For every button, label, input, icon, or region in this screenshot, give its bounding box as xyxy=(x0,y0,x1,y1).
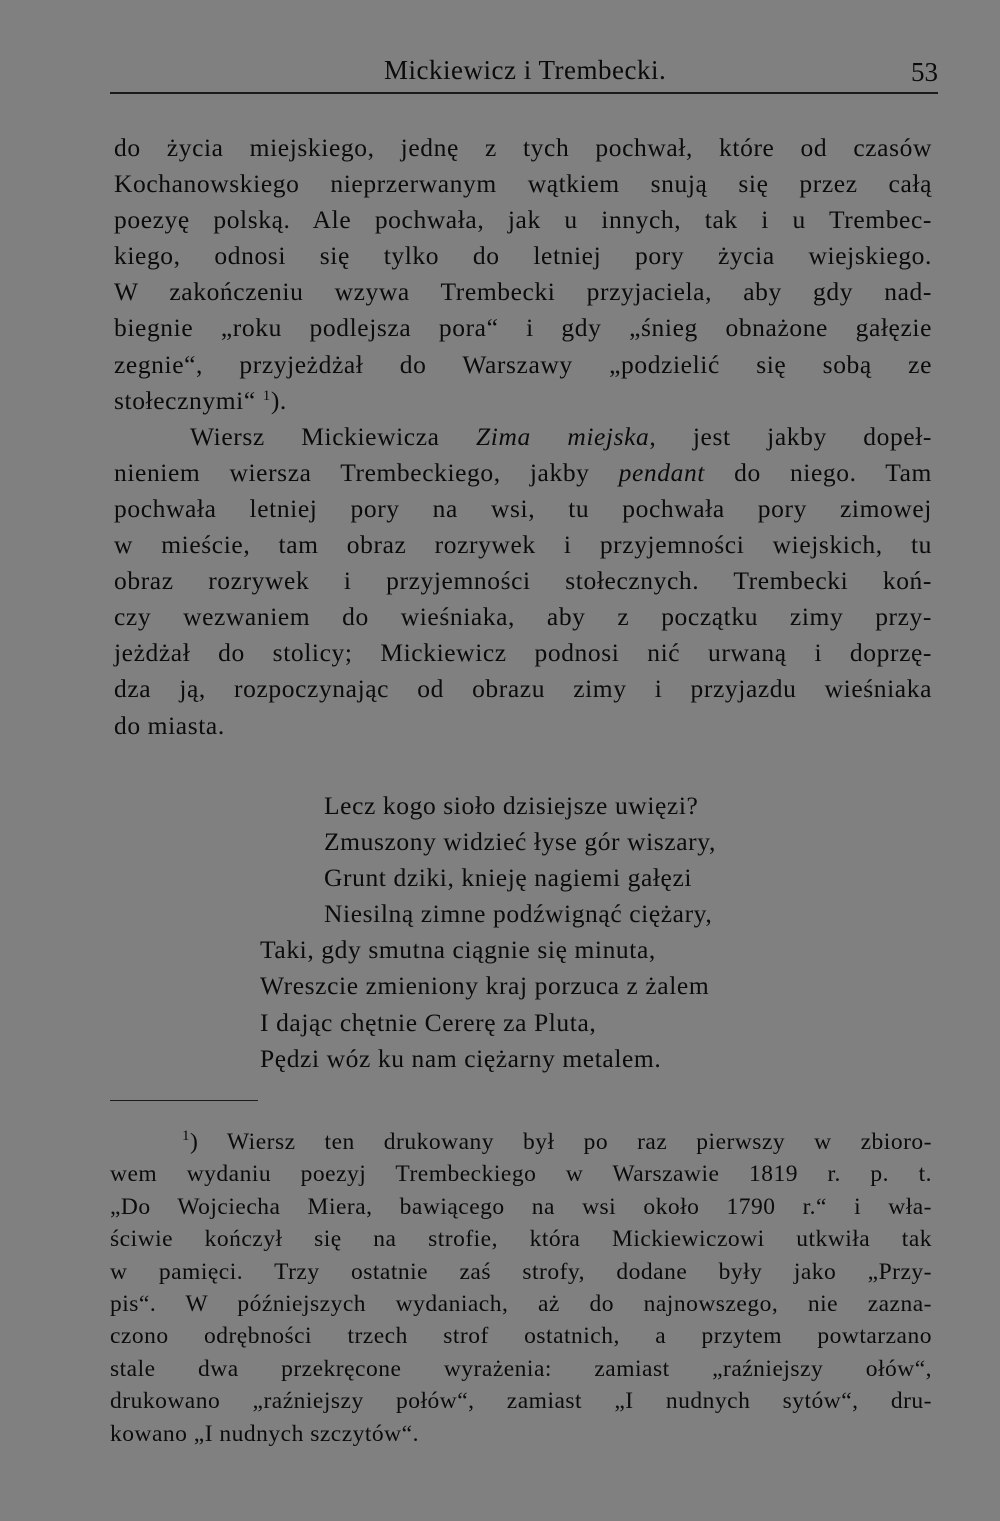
verse-line: Grunt dziki, knieję nagiemi gałęzi xyxy=(324,863,693,893)
footnote-line: wem wydaniu poezyj Trembeckiego w Warszawie 1819 r. p. t. xyxy=(110,1161,932,1188)
text-line xyxy=(114,383,932,419)
text-line: dza ją, rozpoczynając od obrazu zimy i przyjazdu wieśniaka xyxy=(114,674,932,704)
verse-line: Taki, gdy smutna ciągnie się minuta, xyxy=(260,935,656,965)
footnote-marker: 1 xyxy=(182,1128,190,1144)
footnote-line: „Do Wojciecha Miera, bawiącego na wsi około 1790 r.“ i wła- xyxy=(110,1193,932,1220)
running-title: Mickiewicz i Trembecki. xyxy=(384,55,667,85)
text-segment: stołecznymi“ xyxy=(114,385,263,415)
verse-line: Zmuszony widzieć łyse gór wiszary, xyxy=(324,827,716,857)
italic-word: pendant xyxy=(618,457,705,487)
text-line: poezyę polską. Ale pochwała, jak u innych, tak i u Trembec- xyxy=(114,205,932,235)
text-segment: ) Wiersz ten drukowany był po raz pierwszy w zbioro- xyxy=(190,1129,932,1155)
text-segment: do niego. Tam xyxy=(705,457,932,487)
text-line: Kochanowskiego nieprzerwanym wątkiem snują się przez całą xyxy=(114,169,932,199)
text-line: pochwała letniej pory na wsi, tu pochwała pory zimowej xyxy=(114,493,932,523)
footnote-line: ściwie kończył się na strofie, która Mickiewiczowi utkwiła tak xyxy=(110,1226,932,1253)
text-line xyxy=(114,419,932,455)
text-segment: nieniem wiersza Trembeckiego, jakby xyxy=(114,457,619,487)
verse-line: Wreszcie zmieniony kraj porzuca z żalem xyxy=(260,971,710,1001)
footnote-line: stale dwa przekręcone wyrażenia: zamiast „raźniejszy ołów“, xyxy=(110,1355,932,1382)
text-segment: Wiersz Mickiewicza xyxy=(190,421,477,451)
text-line: kiego, odnosi się tylko do letniej pory życia wiejskiego. xyxy=(114,241,932,271)
text-segment: ). xyxy=(270,385,287,415)
page-number: 53 xyxy=(911,57,938,87)
text-line: czy wezwaniem do wieśniaka, aby z początku zimy przy- xyxy=(114,602,932,632)
text-segment: , jest jakby dopeł- xyxy=(649,421,933,451)
text-line: do życia miejskiego, jednę z tych pochwał, które od czasów xyxy=(114,133,932,162)
text-line: biegnie „roku podlejsza pora“ i gdy „śnieg obnażone gałęzie xyxy=(114,313,932,343)
text-line: obraz rozrywek i przyjemności stołecznych. Trembecki koń- xyxy=(114,566,932,596)
header-rule xyxy=(110,92,938,94)
text-line: W zakończeniu wzywa Trembecki przyjaciela, aby gdy nad- xyxy=(114,277,932,307)
footnote xyxy=(110,1126,932,1450)
text-line: jeżdżał do stolicy; Mickiewicz podnosi nić urwaną i doprzę- xyxy=(114,638,932,668)
footnote-line: drukowano „raźniejszy połów“, zamiast „I nudnych sytów“, dru- xyxy=(110,1388,932,1415)
footnote-line: czono odrębności trzech strof ostatnich, a przytem powtarzano xyxy=(110,1323,932,1350)
verse-line: Pędzi wóz ku nam ciężarny metalem. xyxy=(260,1043,662,1073)
text-line: w mieście, tam obraz rozrywek i przyjemności wiejskich, tu xyxy=(114,530,932,560)
verse-line: Lecz kogo sioło dzisiejsze uwięzi? xyxy=(324,791,699,820)
verse-line: I dając chętnie Cererę za Pluta, xyxy=(260,1007,597,1037)
italic-title: Zima miejska xyxy=(476,421,650,451)
verse-line: Niesilną zimne podźwignąć ciężary, xyxy=(324,899,713,929)
text-line xyxy=(114,455,932,491)
poem-quote xyxy=(260,788,860,1077)
footnote-line: kowano „I nudnych szczytów“. xyxy=(110,1420,419,1447)
footnote-rule xyxy=(110,1100,258,1101)
footnote-line xyxy=(110,1126,932,1158)
text-line: zegnie“, przyjeżdżał do Warszawy „podzielić się sobą ze xyxy=(114,349,932,379)
footnote-line: pis“. W późniejszych wydaniach, aż do najnowszego, nie zazna- xyxy=(110,1290,932,1317)
footnote-ref: 1 xyxy=(262,387,271,404)
text-line: do miasta. xyxy=(114,710,225,740)
main-text xyxy=(114,130,932,744)
page-header xyxy=(110,55,938,91)
footnote-line: w pamięci. Trzy ostatnie zaś strofy, dodane były jako „Przy- xyxy=(110,1258,932,1285)
